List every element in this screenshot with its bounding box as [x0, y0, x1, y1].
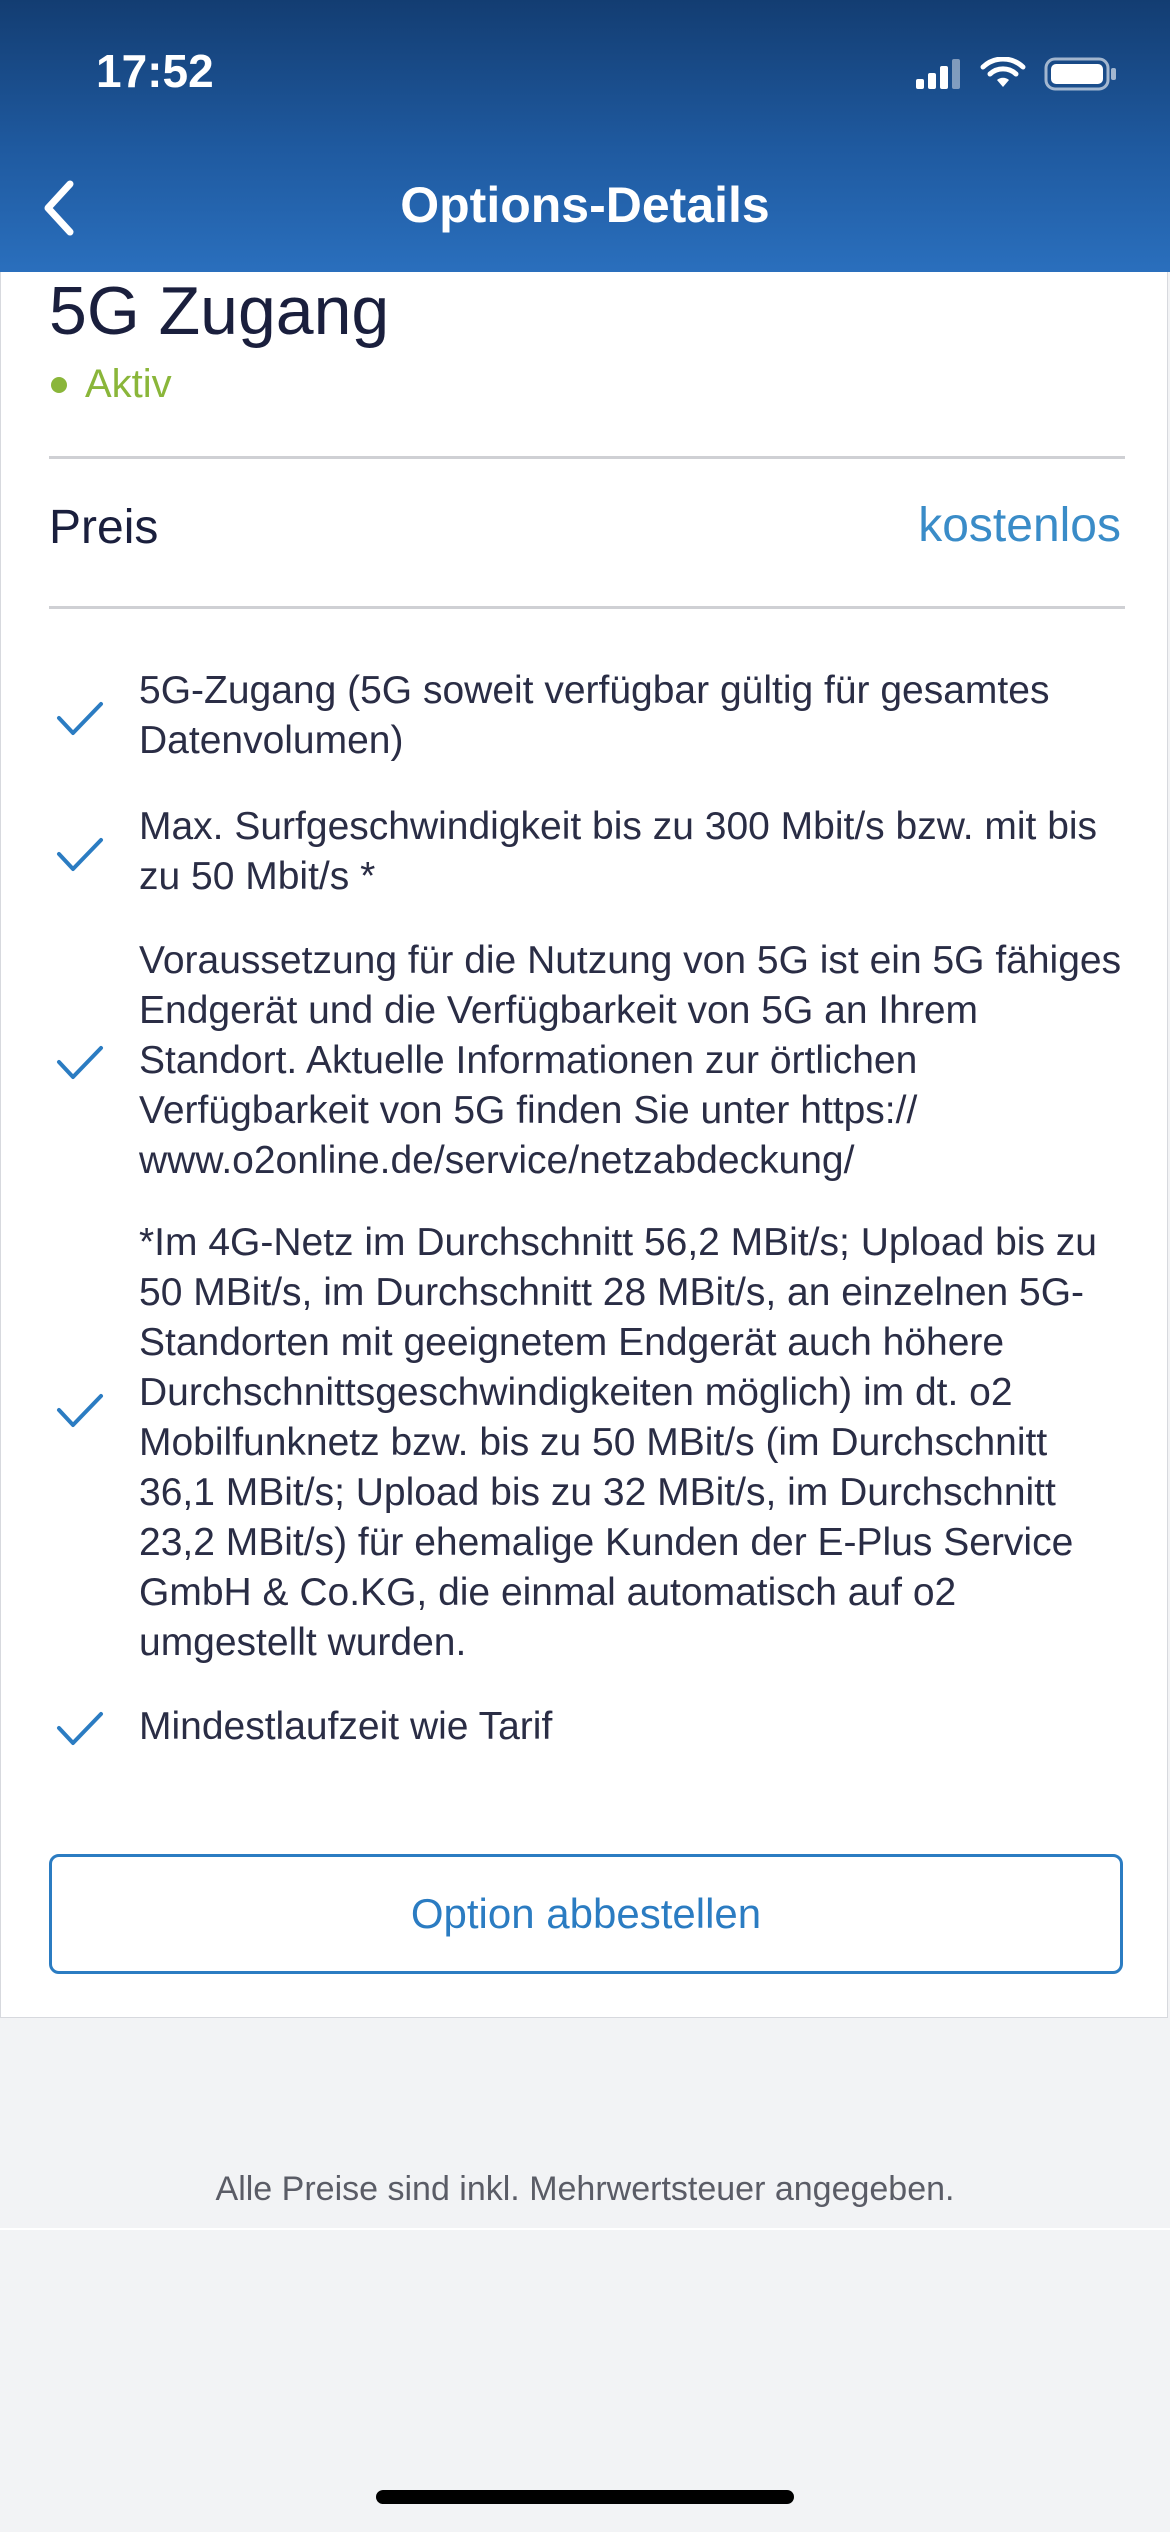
status-badge	[51, 362, 172, 407]
option-detail-card	[0, 272, 1168, 2018]
option-name: 5G Zugang	[49, 273, 390, 349]
feature-text: 5G-Zugang (5G soweit verfügbar gültig für gesamtes Datenvolumen)	[139, 669, 1050, 762]
checkmark-icon	[53, 1702, 107, 1756]
status-label: Aktiv	[85, 362, 172, 406]
home-indicator[interactable]	[376, 2490, 794, 2504]
status-icons	[914, 52, 1118, 96]
feature-text: *Im 4G-Netz im Durchschnitt 56,2 MBit/s; Upload bis zu 50 MBit/s, im Durchschnitt 28 MBit/s, an einzelnen 5G-Standorten mit geeignetem Endgerät auch höhere Durchschnittsgeschwindigkeiten möglich) im dt. o2 Mobilfunknetz bzw. bis zu 50 MBit/s (im Durchschnitt 36,1 MBit/s; Upload bis zu 32 MBit/s, im Durchschnitt 23,2 MBit/s) für ehemalige Kunden der E-Plus Service GmbH & Co.KG, die einmal automatisch auf o2 umgestellt wurden.	[139, 1221, 1097, 1664]
checkmark-icon	[53, 1036, 107, 1090]
cancel-option-button[interactable]: Option abbestellen	[49, 1854, 1123, 1974]
status-dot-icon	[51, 377, 67, 393]
page-title: Options-Details	[400, 177, 770, 233]
checkmark-icon	[53, 1384, 107, 1438]
feature-text: Voraussetzung für die Nutzung von 5G ist ein 5G fähiges Endgerät und die Verfügbarkeit von 5G an Ihrem Standort. Aktuelle Informationen zur örtlichen Verfügbarkeit von 5G finden Sie unter https:// www.o2online.de/service/netzabdeckung/	[139, 939, 1122, 1182]
divider	[49, 606, 1125, 609]
status-time: 17:52	[96, 45, 214, 97]
cellular-signal-icon	[914, 57, 962, 91]
checkmark-icon	[53, 692, 107, 746]
price-label: Preis	[49, 501, 159, 554]
divider	[0, 2228, 1170, 2230]
feature-text: Mindestlaufzeit wie Tarif	[139, 1705, 553, 1748]
checkmark-icon	[53, 828, 107, 882]
wifi-icon	[980, 57, 1026, 91]
feature-text: Max. Surfgeschwindigkeit bis zu 300 Mbit/s bzw. mit bis zu 50 Mbit/s *	[139, 805, 1098, 898]
battery-icon	[1044, 56, 1118, 92]
divider	[49, 456, 1125, 459]
app-header	[0, 0, 1170, 272]
price-value: kostenlos	[918, 499, 1121, 552]
footer-note: Alle Preise sind inkl. Mehrwertsteuer angegeben.	[215, 2170, 955, 2208]
